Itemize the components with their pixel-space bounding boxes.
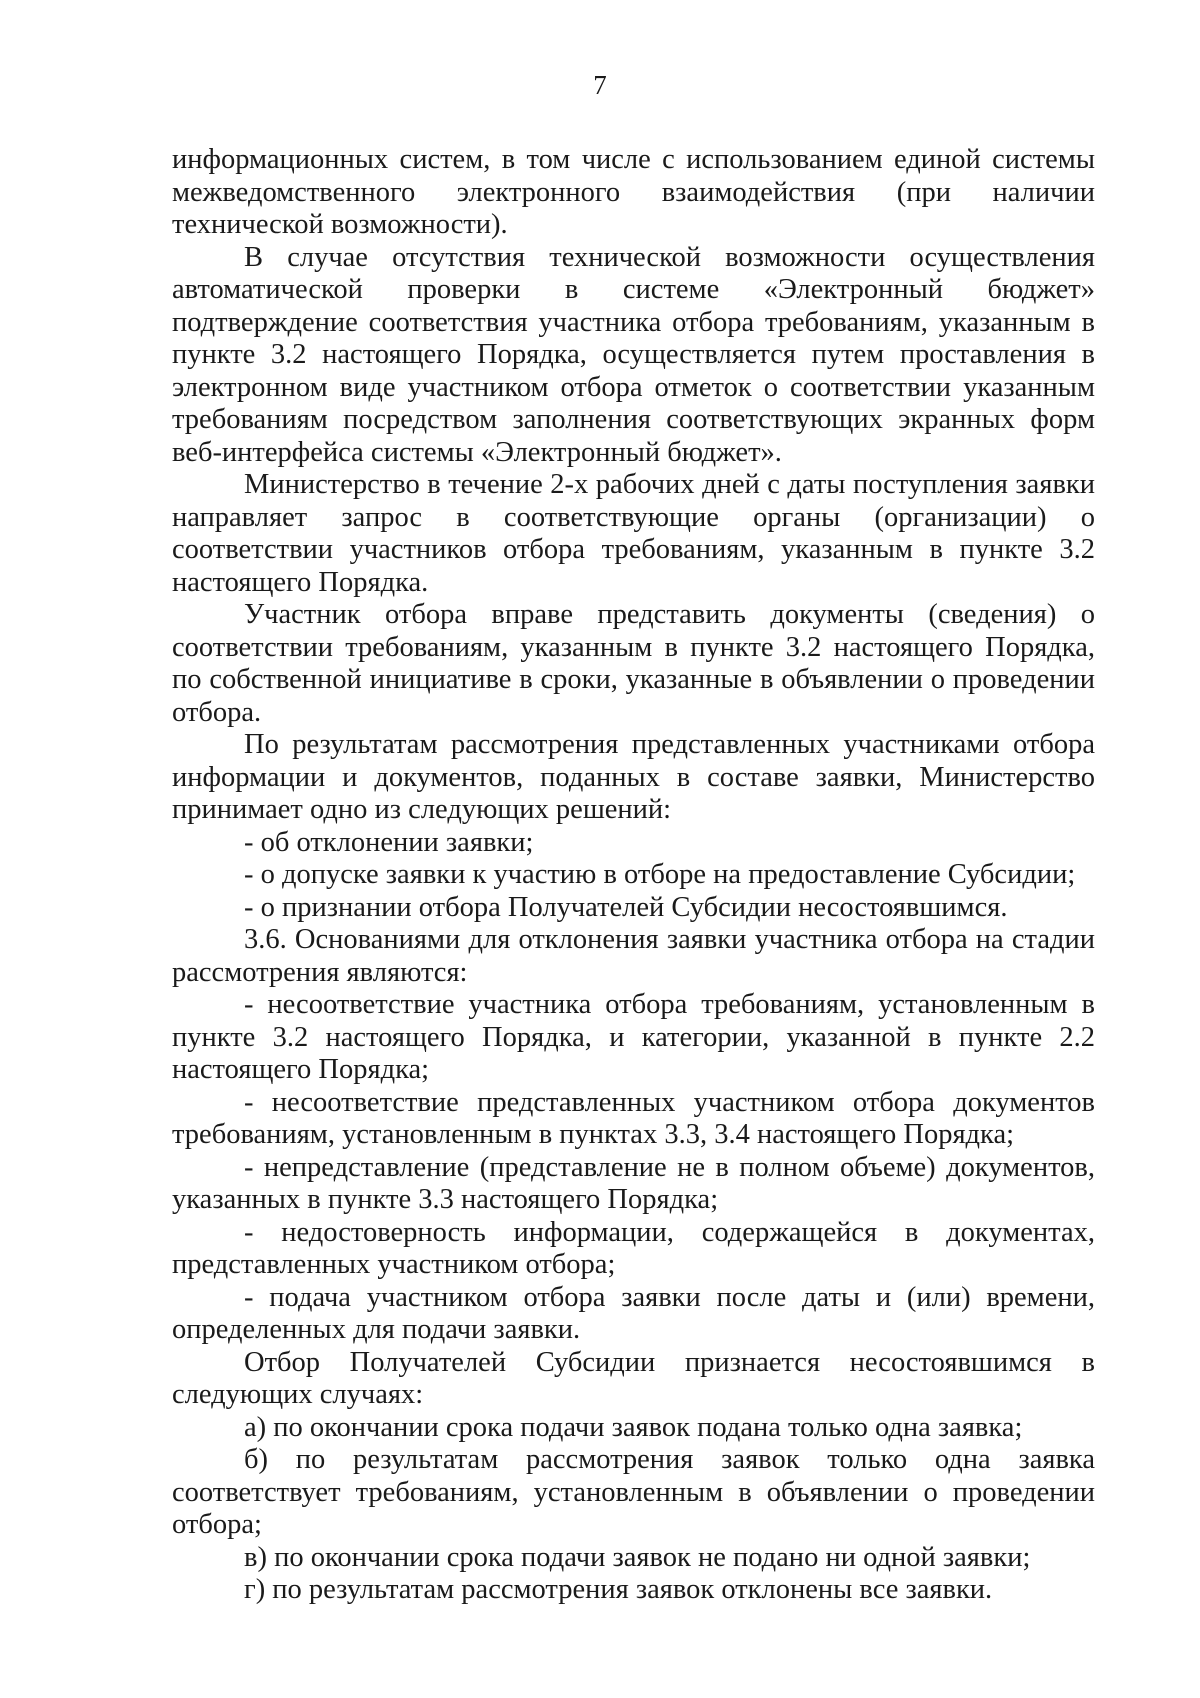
document-body bbox=[172, 144, 1095, 1607]
list-item-decision: - об отклонении заявки; bbox=[244, 826, 534, 858]
list-item-rejection-ground: - недостоверность информации, содержащейся в документах, представленных участником отбора; bbox=[172, 1216, 1095, 1280]
list-item-rejection-ground: - подача участником отбора заявки после даты и (или) времени, определенных для подачи заявки. bbox=[172, 1281, 1095, 1345]
paragraph-continuation: информационных систем, в том числе с использованием единой системы межведомственного электронного взаимодействия (при наличии технической возможности). bbox=[172, 144, 1095, 240]
list-item-rejection-ground: - несоответствие участника отбора требованиям, установленным в пункте 3.2 настоящего Порядка, и категории, указанной в пункте 2.2 настоящего Порядка; bbox=[172, 989, 1095, 1085]
paragraph-failed-selection-intro: Отбор Получателей Субсидии признается несостоявшимся в следующих случаях: bbox=[172, 1346, 1095, 1410]
list-item-failed-case: г) по результатам рассмотрения заявок отклонены все заявки. bbox=[244, 1574, 993, 1605]
paragraph-participant-documents: Участник отбора вправе представить документы (сведения) о соответствии требованиям, указанным в пункте 3.2 настоящего Порядка, по собственной инициативе в сроки, указанные в объявлении о проведении отбора. bbox=[172, 599, 1095, 728]
list-item-decision: - о допуске заявки к участию в отборе на предоставление Субсидии; bbox=[244, 859, 1076, 890]
list-item-rejection-ground: - несоответствие представленных участником отбора документов требованиям, установленным в пунктах 3.3, 3.4 настоящего Порядка; bbox=[172, 1086, 1095, 1150]
paragraph-technical-absence: В случае отсутствия технической возможности осуществления автоматической проверки в системе «Электронный бюджет» подтверждение соответствия участника отбора требованиям, указанным в пункте 3.2 настоящего Порядка, осуществляется путем проставления в электронном виде участником отбора отметок о соответствии указанным требованиям посредством заполнения соответствующих экранных форм веб-интерфейса системы «Электронный бюджет». bbox=[172, 241, 1095, 468]
paragraph-section-3-6: 3.6. Основаниями для отклонения заявки участника отбора на стадии рассмотрения являются: bbox=[172, 924, 1095, 988]
list-item-rejection-ground: - непредставление (представление не в полном объеме) документов, указанных в пункте 3.3 настоящего Порядка; bbox=[172, 1151, 1095, 1215]
list-item-failed-case: а) по окончании срока подачи заявок подана только одна заявка; bbox=[244, 1411, 1023, 1443]
list-item-failed-case: б) по результатам рассмотрения заявок только одна заявка соответствует требованиям, установленным в объявлении о проведении отбора; bbox=[172, 1444, 1095, 1540]
list-item-failed-case: в) по окончании срока подачи заявок не подано ни одной заявки; bbox=[244, 1541, 1031, 1573]
paragraph-decisions-intro: По результатам рассмотрения представленных участниками отбора информации и документов, поданных в составе заявки, Министерство принимает одно из следующих решений: bbox=[172, 729, 1095, 825]
list-item-decision: - о признании отбора Получателей Субсидии несостоявшимся. bbox=[244, 891, 1008, 923]
paragraph-ministry-request: Министерство в течение 2-х рабочих дней с даты поступления заявки направляет запрос в соответствующие органы (организации) о соответствии участников отбора требованиям, указанным в пункте 3.2 настоящего Порядка. bbox=[172, 469, 1095, 598]
page-number: 7 bbox=[593, 70, 607, 100]
